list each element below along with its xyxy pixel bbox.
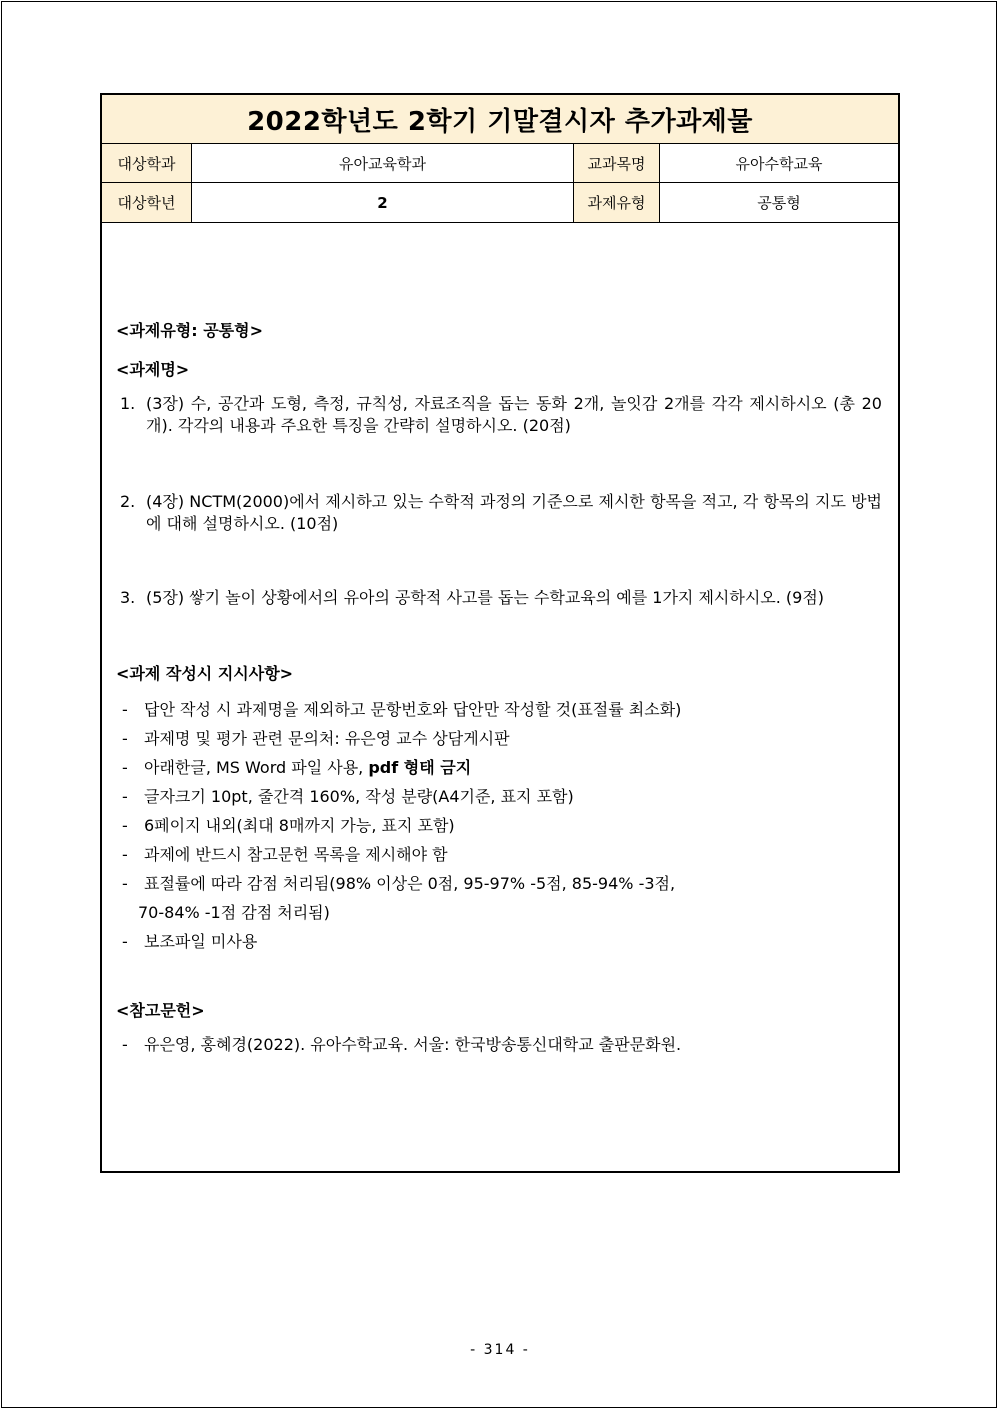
question-3 [116, 587, 882, 609]
dash: - [122, 729, 128, 748]
info-row-2 [102, 183, 898, 223]
list-item [116, 1030, 882, 1059]
type-value: 공통형 [757, 194, 801, 212]
type-label: 과제유형 [574, 183, 660, 222]
item-text-bold: pdf 형태 금지 [368, 758, 472, 777]
question-2 [116, 491, 882, 535]
item-text: 과제에 반드시 참고문헌 목록을 제시해야 함 [144, 845, 448, 864]
question-text: (3장) 수, 공간과 도형, 측정, 규칙성, 자료조직을 돕는 동화 2개, 놀잇감 2개를 각각 제시하시오 (총 20개). 각각의 내용과 주요한 특징을 간략히 설명하시오. (20점) [146, 394, 882, 435]
dept-label: 대상학과 [102, 144, 192, 182]
question-number: 2. [120, 492, 136, 511]
list-item [116, 811, 882, 840]
dash: - [122, 787, 128, 806]
info-row-1 [102, 144, 898, 183]
course-value: 유아수학교육 [735, 154, 823, 173]
item-text: 보조파일 미사용 [144, 932, 258, 951]
assignment-form [100, 93, 900, 1173]
item-text: 답안 작성 시 과제명을 제외하고 문항번호와 답안만 작성할 것(표절률 최소화) [144, 700, 682, 719]
item-text: 6페이지 내외(최대 8매까지 가능, 표지 포함) [144, 816, 455, 835]
list-item [116, 724, 882, 753]
question-number: 3. [120, 588, 136, 607]
list-item [116, 695, 882, 724]
dept-value: 유아교육학과 [192, 144, 574, 182]
grade-label: 대상학년 [102, 183, 192, 222]
question-number: 1. [120, 394, 136, 413]
item-text: 아래한글, MS Word 파일 사용, [144, 758, 369, 777]
item-text: 과제명 및 평가 관련 문의처: 유은영 교수 상담게시판 [144, 729, 510, 748]
references-heading: <참고문헌> [116, 1001, 205, 1020]
page-number: - 314 - [470, 1342, 530, 1358]
dash: - [122, 932, 128, 951]
dash: - [122, 700, 128, 719]
task-name-heading: <과제명> [116, 360, 190, 379]
course-label: 교과목명 [574, 144, 660, 182]
question-text: (4장) NCTM(2000)에서 제시하고 있는 수학적 과정의 기준으로 제시한 항목을 적고, 각 항목의 지도 방법에 대해 설명하시오. (10점) [146, 492, 882, 533]
list-item [116, 869, 882, 898]
dash: - [122, 1035, 128, 1054]
list-item [116, 840, 882, 869]
list-item [116, 927, 882, 956]
question-1 [116, 393, 882, 437]
form-title: 2022학년도 2학기 기말결시자 추가과제물 [102, 95, 898, 144]
dash: - [122, 758, 128, 777]
item-text: 표절률에 따라 감점 처리됨(98% 이상은 0점, 95-97% -5점, 85-94% -3점, [144, 874, 676, 893]
reference-text: 유은영, 홍혜경(2022). 유아수학교육. 서울: 한국방송통신대학교 출판문화원. [144, 1035, 682, 1054]
dash: - [122, 816, 128, 835]
references-list [116, 1030, 882, 1059]
list-item [116, 753, 882, 782]
grade-value: 2 [192, 183, 574, 222]
dash: - [122, 845, 128, 864]
item-continuation: 70-84% -1점 감점 처리됨) [138, 903, 330, 922]
task-type-heading: <과제유형: 공통형> [116, 321, 263, 340]
instructions-list [116, 695, 882, 956]
dash: - [122, 874, 128, 893]
list-item [116, 782, 882, 811]
instructions-heading: <과제 작성시 지시사항> [116, 664, 294, 683]
question-text: (5장) 쌓기 놀이 상황에서의 유아의 공학적 사고를 돕는 수학교육의 예를 1가지 제시하시오. (9점) [146, 588, 825, 607]
item-text: 글자크기 10pt, 줄간격 160%, 작성 분량(A4기준, 표지 포함) [144, 787, 574, 806]
